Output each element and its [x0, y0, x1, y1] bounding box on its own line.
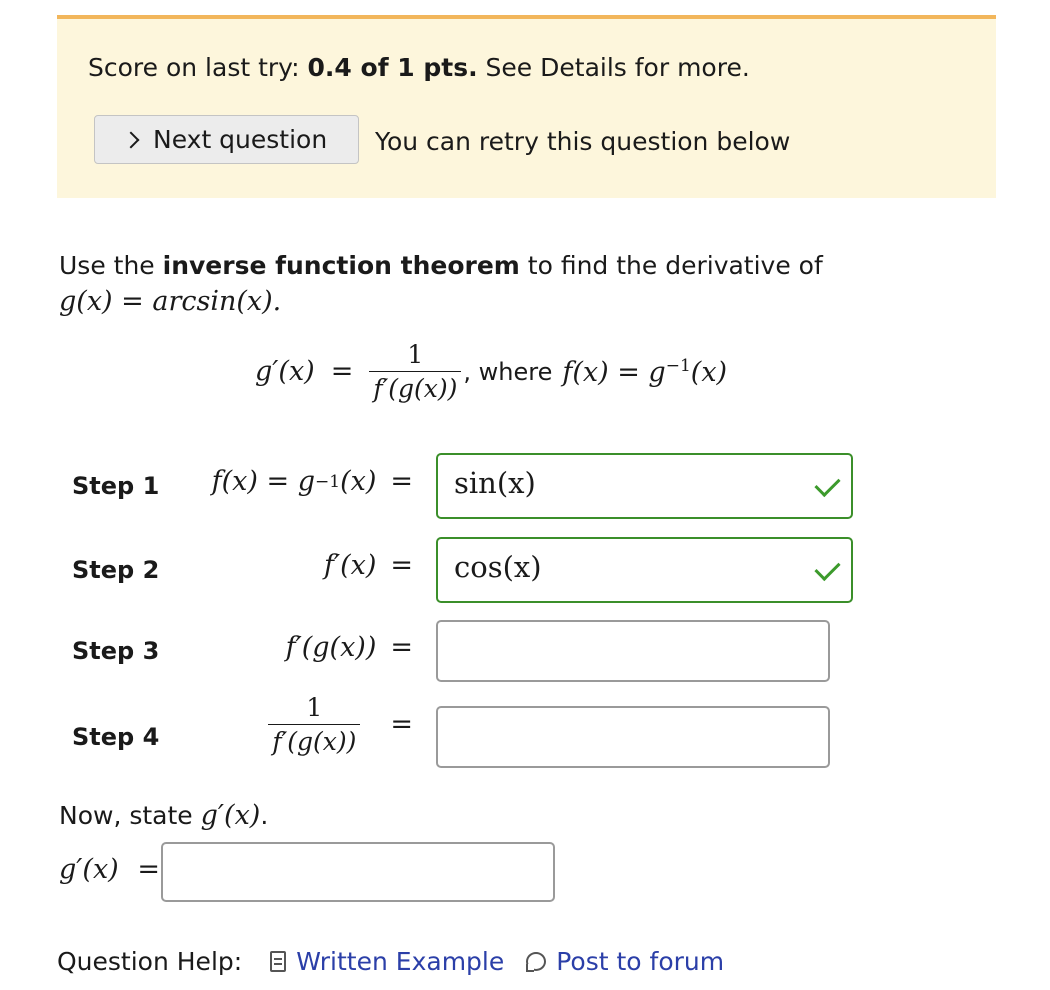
formula-where-expr	[562, 356, 727, 388]
score-summary	[88, 53, 750, 82]
step-1-answer-input[interactable]	[436, 453, 853, 519]
question-help-label: Question Help:	[57, 947, 243, 976]
final-answer-input[interactable]	[161, 842, 555, 902]
step-2-equals: =	[390, 550, 413, 581]
step-3-expr-text: f′(g(x))	[285, 632, 377, 663]
formula-equals: =	[330, 356, 354, 387]
checkmark-icon	[814, 471, 840, 497]
formula-where: , where	[463, 357, 553, 386]
final-answer-equals: =	[137, 854, 160, 885]
formula-numerator: 1	[407, 340, 424, 369]
written-example-link[interactable]	[270, 947, 504, 976]
formula-lhs: g′(x)	[255, 356, 315, 387]
score-prefix: Score on last try:	[88, 53, 308, 82]
step-1-answer-value: sin(x)	[454, 466, 536, 500]
state-period: .	[260, 801, 269, 830]
step-1-expr-exponent: −1	[315, 471, 341, 492]
where-expr-exponent: −1	[665, 355, 691, 376]
step-4-numerator: 1	[306, 693, 323, 722]
prompt-prefix: Use the	[59, 251, 163, 280]
prompt-function: g(x) = arcsin(x).	[59, 286, 282, 317]
step-4-equals: =	[390, 709, 413, 740]
chevron-right-icon	[123, 131, 140, 148]
checkmark-icon	[814, 555, 840, 581]
question-prompt	[59, 248, 823, 320]
step-2-expr	[324, 550, 413, 581]
score-value: 0.4 of 1 pts.	[307, 53, 478, 82]
next-question-button[interactable]	[94, 115, 359, 164]
final-answer-lhs: g′(x)	[59, 854, 119, 885]
step-4-expr	[268, 693, 413, 756]
step-4-label: Step 4	[72, 723, 160, 751]
document-icon	[270, 951, 286, 972]
where-expr-arg: (x)	[690, 356, 728, 388]
step-2-expr-text: f′(x)	[323, 550, 377, 581]
step-4-fraction	[268, 693, 360, 756]
step-2-answer-value: cos(x)	[454, 550, 542, 584]
state-prefix: Now, state	[59, 801, 201, 830]
step-4-denominator: f′(g(x))	[268, 724, 360, 756]
where-expr-base: f(x) = g	[562, 356, 666, 388]
step-3-equals: =	[390, 632, 413, 663]
step-3-expr	[286, 632, 413, 663]
chat-bubble-icon	[526, 952, 546, 971]
post-to-forum-label: Post to forum	[556, 947, 725, 976]
final-answer-expr	[59, 854, 160, 885]
step-1-equals: =	[390, 466, 413, 497]
step-2-label: Step 2	[72, 556, 160, 584]
prompt-emphasis: inverse function theorem	[162, 251, 520, 280]
formula-denominator: f′(g(x))	[369, 371, 461, 403]
retry-message: You can retry this question below	[375, 127, 791, 156]
written-example-label: Written Example	[296, 947, 505, 976]
post-to-forum-link[interactable]	[526, 947, 724, 976]
formula-fraction	[369, 340, 461, 403]
step-1-label: Step 1	[72, 472, 160, 500]
step-3-answer-input[interactable]	[436, 620, 830, 682]
step-1-expr	[212, 466, 413, 497]
step-4-answer-input[interactable]	[436, 706, 830, 768]
score-banner	[57, 15, 996, 198]
question-help	[57, 947, 724, 976]
next-question-label: Next question	[153, 125, 328, 154]
prompt-suffix: to find the derivative of	[519, 251, 823, 280]
score-details-hint: See Details for more.	[477, 53, 750, 82]
step-3-label: Step 3	[72, 637, 160, 665]
step-1-expr-arg: (x)	[340, 466, 377, 497]
theorem-formula	[255, 340, 727, 403]
step-1-expr-base: f(x) = g	[211, 466, 316, 497]
state-expr: g′(x)	[200, 800, 261, 831]
step-2-answer-input[interactable]	[436, 537, 853, 603]
state-prompt	[59, 800, 268, 831]
